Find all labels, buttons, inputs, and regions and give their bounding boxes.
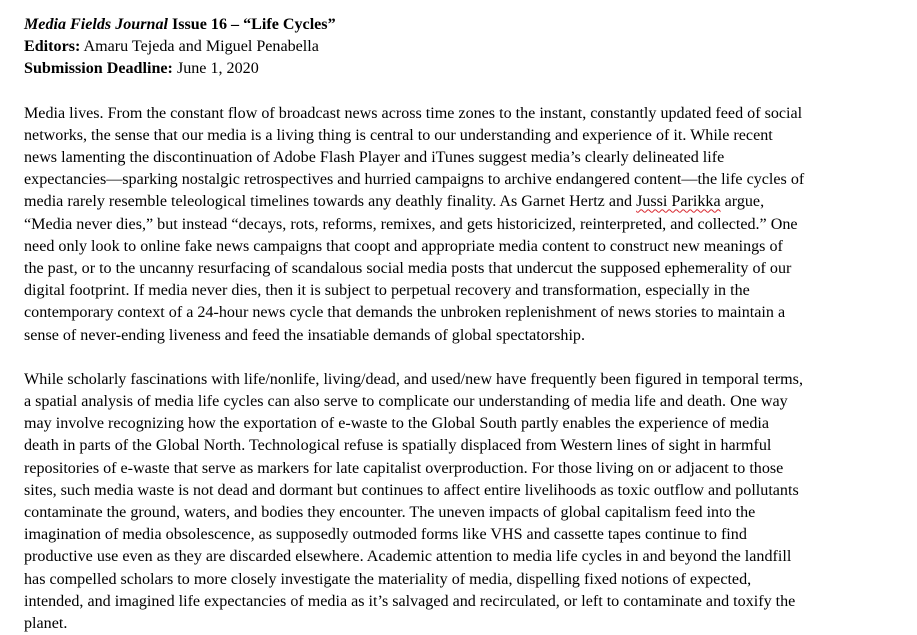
paragraph-1-line: Media lives. From the constant flow of broadcast news across time zones to the instant, constantly updated feed of social (24, 104, 803, 122)
journal-name: Media Fields Journal (24, 16, 168, 33)
paragraph-1-line: need only look to online fake news campaigns that coopt and appropriate media content to construct new meanings of (24, 237, 783, 255)
paragraph-1 (24, 103, 898, 347)
line-text: media rarely resemble teleological timelines towards any deathly finality. As Garnet Hertz and (24, 193, 637, 211)
paragraph-2-line: productive use even as they are discarded elsewhere. Academic attention to media life cycles in and beyond the landfill (24, 548, 792, 566)
paragraph-2-line: sites, such media waste is not dead and dormant but continues to affect entire livelihoods as toxic outflow and pollutants (24, 481, 799, 499)
paragraph-2-line: has compelled scholars to more closely investigate the materiality of media, dispelling fixed notions of expected, (24, 570, 752, 588)
document-page (24, 14, 898, 635)
deadline-label: Submission Deadline: (24, 60, 173, 78)
paragraph-1-line: contemporary context of a 24-hour news cycle that demands the unbroken replenishment of news stories to maintain a (24, 304, 786, 322)
deadline-line (24, 58, 898, 80)
paragraph-1-line: sense of never-ending liveness and feed the insatiable demands of global spectatorship. (24, 326, 585, 344)
editors-names: Amaru Tejeda and Miguel Penabella (80, 38, 319, 56)
paragraph-1-line: “Media never dies,” but instead “decays, rots, reforms, remixes, and gets historicized, reinterpreted, and collected.” One (24, 215, 798, 233)
spellcheck-flagged-name[interactable]: Jussi Parikka (636, 193, 721, 211)
paragraph-1-line: the past, or to the uncanny resurfacing of scandalous social media posts that undercut the supposed ephemerality of our (24, 260, 792, 278)
editors-line (24, 36, 898, 58)
paragraph-2-line: While scholarly fascinations with life/nonlife, living/dead, and used/new have frequently been figured in temporal terms, (24, 370, 803, 388)
paragraph-2-line: planet. (24, 615, 68, 633)
deadline-date: June 1, 2020 (172, 60, 259, 78)
paragraph-1-line: digital footprint. If media never dies, then it is subject to perpetual recovery and transformation, especially in the (24, 282, 750, 300)
paragraph-1-line (24, 191, 898, 213)
issue-title: Issue 16 – “Life Cycles” (167, 16, 336, 33)
paragraph-2-line: may involve recognizing how the exportation of e-waste to the Global South partly enables the experience of media (24, 415, 769, 433)
paragraph-2-line: death in parts of the Global North. Technological refuse is spatially displaced from Western lines of sight in harmful (24, 437, 772, 455)
paragraph-2-line: intended, and imagined life expectancies of media as it’s salvaged and recirculated, or left to contaminate and toxify the (24, 592, 796, 610)
paragraph-2-line: repositories of e-waste that serve as markers for late capitalist overproduction. For those living on or adjacent to those (24, 459, 784, 477)
paragraph-1-line: networks, the sense that our media is a living thing is central to our understanding and experience of it. While recent (24, 126, 773, 144)
line-text: argue, (720, 193, 765, 211)
paragraph-2 (24, 369, 898, 635)
editors-label: Editors: (24, 38, 81, 56)
paragraph-2-line: imagination of media obsolescence, as supposedly outmoded forms like VHS and cassette tapes continue to find (24, 526, 747, 544)
paragraph-2-line: a spatial analysis of media life cycles can also serve to complicate our understanding of media life and death. One way (24, 393, 788, 411)
issue-title-line (24, 14, 898, 36)
paragraph-1-line: news lamenting the discontinuation of Adobe Flash Player and iTunes suggest media’s clearly delineated life (24, 149, 725, 167)
paragraph-2-line: contaminate the ground, waters, and bodies they encounter. The uneven impacts of global capitalism feed into the (24, 504, 756, 522)
paragraph-1-line: expectancies—sparking nostalgic retrospectives and hurried campaigns to archive endangered content—the life cycles of (24, 171, 805, 189)
